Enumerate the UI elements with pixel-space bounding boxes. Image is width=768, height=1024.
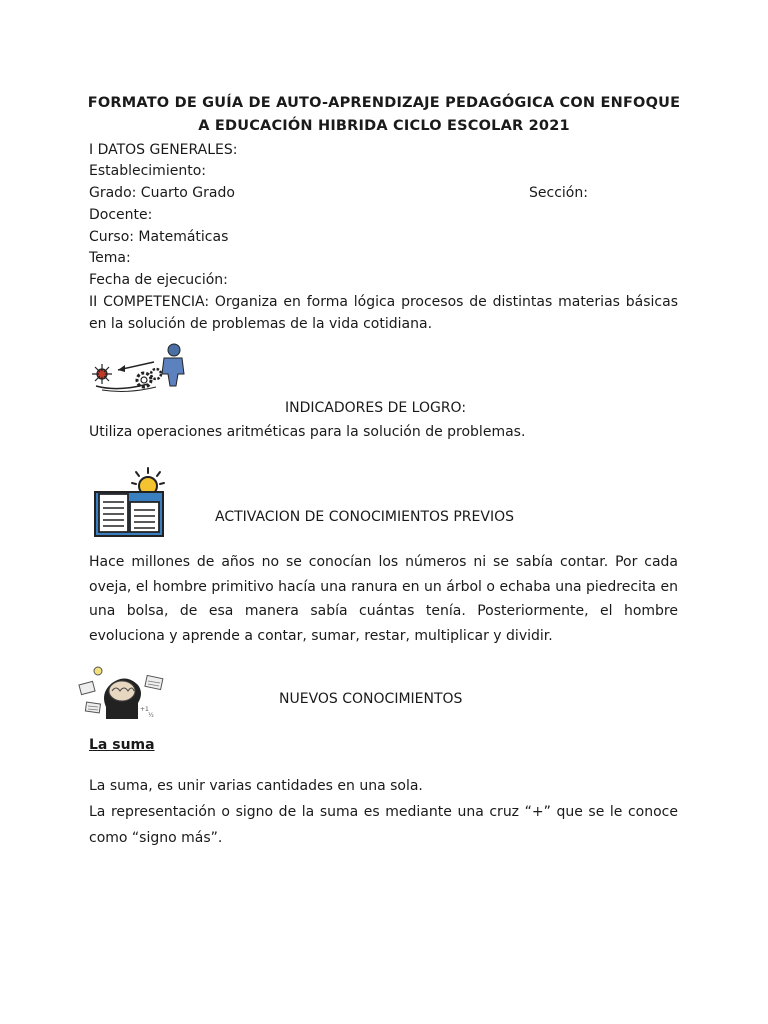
svg-text:½: ½ [148,712,154,719]
svg-text:+1: +1 [140,706,149,713]
tema-label: Tema: [89,250,131,266]
competencia-text: II COMPETENCIA: Organiza en forma lógica procesos de distintas materias básicas en la solución de problemas de la vida cotidiana. [89,294,678,332]
activacion-text: Hace millones de años no se conocían los números ni se sabía contar. Por cada oveja, el hombre primitivo hacía una ranura en un árbol o echaba una piedrecita en una bolsa, de esa manera sabía cuántas tenía. Posteriormente, el hombre evoluciona y aprende a contar, sumar, restar, multiplicar y dividir. [89,554,678,644]
seccion-label: Sección: [529,185,588,201]
book-lightbulb-icon [90,466,170,538]
datos-generales-heading: I DATOS GENERALES: [89,142,238,158]
curso-label: Curso: Matemáticas [89,229,229,245]
grado-label: Grado: Cuarto Grado [89,185,235,201]
suma-definition: La suma, es unir varias cantidades en una sola. [89,778,423,794]
indicadores-heading: INDICADORES DE LOGRO: [285,400,467,416]
nuevos-heading: NUEVOS CONOCIMIENTOS [279,691,463,707]
indicadores-text: Utiliza operaciones aritméticas para la solución de problemas. [89,424,526,440]
brain-ideas-icon [76,663,168,721]
fecha-label: Fecha de ejecución: [89,272,228,288]
establecimiento-label: Establecimiento: [89,163,206,179]
document-title-line2: A EDUCACIÓN HIBRIDA CICLO ESCOLAR 2021 [198,118,570,134]
activacion-heading: ACTIVACION DE CONOCIMIENTOS PREVIOS [215,509,514,525]
person-gears-icon [88,340,188,392]
document-title-line1: FORMATO DE GUÍA DE AUTO-APRENDIZAJE PEDAGÓGICA CON ENFOQUE [87,95,681,111]
suma-subheading: La suma [89,737,155,753]
docente-label: Docente: [89,207,153,223]
suma-signo-text: La representación o signo de la suma es mediante una cruz “+” que se le conoce como “signo más”. [89,804,678,846]
